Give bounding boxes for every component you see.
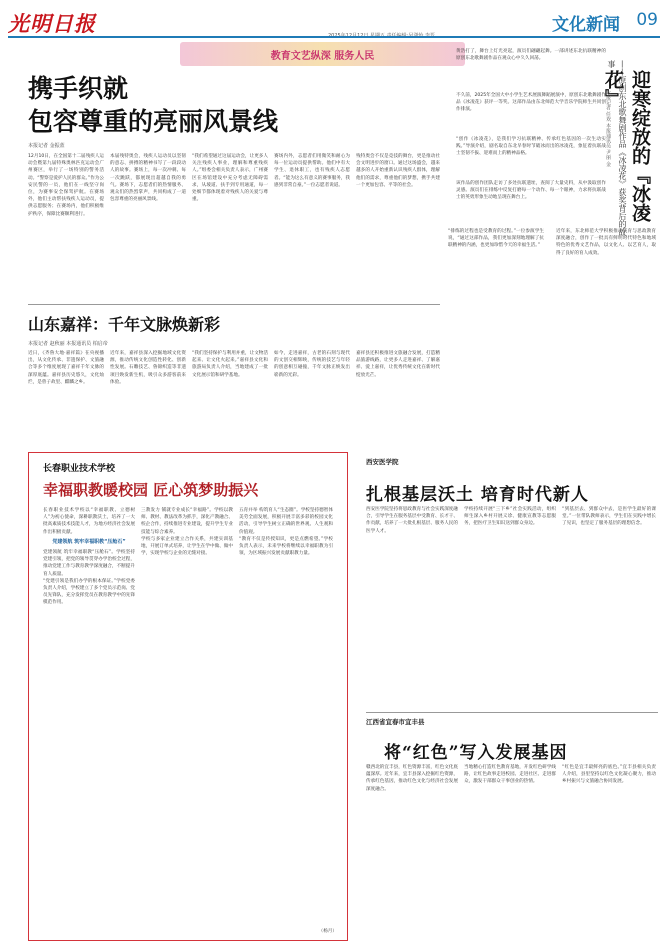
story1-col1: 12月10日，在全国第十二届残疾人运动会暨第九届特殊奥林匹克运动会广州赛区，举行了一场特别的警务活动。“警察是爱护人民的群众。”作为公安民警的一员，他们在一线坚守岗位，为赛事安全保驾护航。在赛场外，他们主动帮扶残疾人运动员，提供志愿服务；在赛场内，他们积极维护秩序，保障比赛顺利进行。 [28, 154, 104, 217]
feature-col4: 该作品的创作团队走访了多处抗联遗址，查阅了大量史料，从中汲取创作灵感。演员们在排练中反复打磨每一个动作、每一个眼神，力求将抗联战士的英勇形象生动地呈现在舞台上。 [456, 181, 606, 201]
story1-headline-line1: 携手织就 [28, 74, 129, 103]
story5-col2: 当地精心打造红色教育基地，开发红色研学线路，让红色故事走进校园、走进社区、走进群众，激发干部群众干事创业的热情。 [464, 765, 556, 785]
redbox-p6: 五育并举 构筑育人“生态圈”。学校坚持德智体美劳全面发展，积极开展丰富多彩的校园文化活动，引导学生树立正确的世界观、人生观和价值观。 [239, 508, 333, 535]
redbox-col3 [239, 507, 333, 931]
story2-col1: 近日，《齐鲁大地·嘉祥篇》在央视播出，从文化传承、非遗保护、文旅融合等多个维度展现了嘉祥千年文脉的深厚底蕴。嘉祥县历史悠久，文化灿烂，是曾子故里、麒麟之乡。 [28, 351, 104, 385]
story4-col1: 西安医学院坚持将思政教育与社会实践深度融合，引导学生在服务基层中受教育、长才干、作贡献，培养了一大批扎根基层、服务人民的医学人才。 [366, 507, 458, 534]
section-name: 文化新闻 [552, 15, 620, 35]
story4-title: 扎根基层沃土 培育时代新人 [366, 485, 589, 505]
newspaper-logo: 光明日报 [8, 11, 96, 36]
redbox-p2: 党建领航 筑牢幸福职教“压舱石”。学校坚持党建引领，把党的领导贯穿办学治校全过程，推动党建工作与教育教学深度融合，不断提升育人质量。 [43, 550, 135, 577]
story2-headline: 山东嘉祥：千年文脉焕新彩 [28, 315, 221, 334]
redbox-byline: （杨月） [318, 929, 337, 934]
divider-right [366, 712, 658, 713]
feature-col5: “排练的过程也是受教育的过程。”一位参演学生说，“通过这部作品，我们更加深刻地理解了抗联精神的内涵，也更加珍惜今天的幸福生活。” [448, 229, 544, 249]
story1-headline [28, 72, 278, 138]
story1-headline-line2: 包容尊重的亮丽风景线 [28, 107, 279, 136]
redbox-sponsor: 长春职业技术学校 [43, 464, 116, 474]
redbox-p3: “党建引领是我们办学的根本保证。”学校党委负责人介绍，学校建立了多个党员示范岗、党员先锋队，充分发挥党员在教育教学中的先锋模范作用。 [43, 578, 135, 606]
story1-byline: 本报记者 金振蓝 [28, 143, 65, 149]
story1-col3: “我们希望通过这届运动会，让更多人关注残疾人事业，理解和尊重残疾人。”组委会相关负责人表示，广州赛区在场馆建设中充分考虑无障碍需求，从坡道、扶手到专用通道，每一处细节都体现着对残疾人的关爱与尊重。 [192, 154, 268, 203]
redbox-p7: “教育不仅是传授知识，更是点燃希望。”学校负责人表示，未来学校将继续以幸福职教为引领，为区域振兴发展贡献职教力量。 [239, 536, 333, 557]
story4-col3: “到基层去、到群众中去，是医学生最好的课堂。”一位带队教师表示，学生们在实践中增长了见识，也坚定了服务基层的理想信念。 [562, 507, 656, 527]
feature-byline: 本报记者 任欢 本报通讯员 尹丽 金 [605, 90, 611, 167]
sponsored-feature-box [28, 452, 348, 941]
story1-col2: 本届残特奥会，残疾人运动员以坚韧的意志、拼搏的精神书写了一段段动人的故事。赛场上，每一次冲刺、每一次跳跃，都展现出超越自我的勇气。赛场下，志愿者们的热情服务、观众们的热烈掌声，共同构成了一道包容尊重的亮丽风景线。 [110, 154, 186, 203]
banner-text: 教育文艺纵深 服务人民 [270, 50, 375, 62]
story2-col5: 嘉祥县还积极推进文旅融合发展，打造精品旅游线路，让更多人走进嘉祥、了解嘉祥、爱上嘉祥，让优秀传统文化在新时代绽放光芒。 [356, 351, 440, 378]
event-banner [180, 42, 465, 66]
story2-col4: 如今，走进嘉祥，古老的石刻与现代的文创交相辉映，传统的技艺与年轻的创意相互碰撞，千年文脉正焕发出崭新的光彩。 [274, 351, 350, 378]
story1-col4: 赛场内外，志愿者们用微笑和耐心为每一位运动员提供帮助。他们中有大学生、退休职工，也有残疾人志愿者。“能为这么有意义的赛事服务，我感到非常自豪。”一位志愿者说道。 [274, 154, 350, 188]
story4-col2: 学校持续开展“三下乡”社会实践活动，组织师生深入乡村开展义诊、健康宣教等志愿服务，把医疗卫生知识送到群众身边。 [464, 507, 556, 527]
redbox-col1 [43, 507, 135, 931]
header-rule [8, 36, 660, 38]
divider [28, 304, 440, 305]
story5-col1: 赣西北的宜丰县，红色资源丰富，红色文化底蕴深厚。近年来，宜丰县深入挖掘红色资源，传承红色基因，推动红色文化与经济社会发展深度融合。 [366, 765, 458, 792]
story2-byline: 本报记者 赵秋丽 本报通讯员 柏启帝 [28, 341, 108, 347]
redbox-title: 幸福职教暖校园 匠心筑梦助振兴 [43, 481, 259, 499]
feature-col6: 近年来，东北师范大学积极推动美育与思政教育深度融合，创作了一批具有鲜明时代特色和地域特色的优秀文艺作品，以文化人、以艺育人，取得了良好的育人成效。 [556, 229, 656, 256]
story5-sponsor: 江西省宜春市宜丰县 [366, 718, 425, 726]
story5-col3: “红色是宜丰最鲜亮的底色。”宜丰县相关负责人介绍，县里坚持以红色文化凝心聚力，推动乡村振兴与文旅融合协同发展。 [562, 765, 656, 785]
feature-subtitle: ——原创东北歌舞剧作品《冰凌花》获奖背后的故事 [607, 60, 627, 236]
feature-col1: 黄浩打了，舞台上灯光亮起，演员们翩翩起舞。一部讲述东北抗联精神的原创东北歌舞剧作品在观众心中久久回荡。 [456, 49, 606, 62]
redbox-subhead1: 党建领航 筑牢幸福职教“压舱石” [52, 538, 126, 545]
redbox-p4: 三教发力 铺就专业成长“幸福路”。学校以教师、教材、教法改革为抓手，深化产教融合、校企合作，持续推进专业建设，提升学生专业技能与综合素养。 [141, 508, 233, 535]
feature-title: 迎寒绽放的『冰凌花』 [602, 70, 651, 222]
story2-col3: “我们坚持保护与利用并重，让文物活起来、让文化火起来。”嘉祥县文化和旅游局负责人介绍，当地建成了一批文化展示馆和研学基地。 [192, 351, 268, 378]
masthead [8, 8, 660, 36]
story1-col5: 残特奥会不仅是竞技的舞台，更是推动社会文明进步的窗口。通过这场盛会，越来越多的人开始重新认识残疾人群体，理解他们的需求，尊重他们的梦想，携手共建一个更加包容、平等的社会。 [356, 154, 440, 188]
story4-sponsor: 西安医学院 [366, 458, 399, 466]
feature-col3: “创作《冰凌花》，是我们学习抗联精神、传承红色基因的一次生动实践。”导演介绍，剧名取自东北早春时节破冰而出的冰凌花，象征着抗联战士坚韧不拔、迎难而上的精神品格。 [456, 137, 606, 157]
redbox-p5: 学校与多家企业建立合作关系，共建实训基地，开展订单式培养，让学生在学中做、做中学，实现学校与企业的无缝对接。 [141, 536, 233, 557]
redbox-col2 [141, 507, 233, 931]
story5-title: 将“红色”写入发展基因 [384, 743, 568, 763]
feature-col2: 不久前，2025年全国大中小学生艺术展演舞蹈展演中，原创东北歌舞剧作品《冰凌花》获评一等奖。这部作品由东北师范大学音乐学院师生共同创作排演。 [456, 93, 606, 113]
story2-col2: 近年来，嘉祥县深入挖掘地域文化资源，推动传统文化创造性转化、创新性发展。石雕技艺、鲁锦织造等非遗项目焕发新生机，吸引众多游客前来体验。 [110, 351, 186, 385]
redbox-p1: 长春职业技术学校以“幸福职教、立德树人”为初心使命，深耕职教沃土，培养了一大批高素质技术技能人才，为地方经济社会发展作出积极贡献。 [43, 508, 135, 535]
page-number: 09 [636, 10, 658, 30]
